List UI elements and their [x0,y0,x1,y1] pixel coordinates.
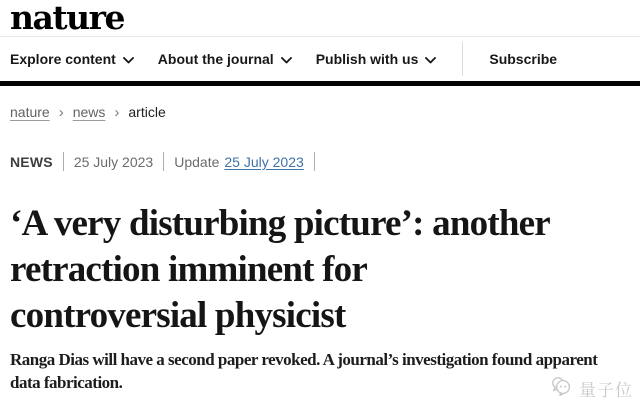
watermark-label: 量子位 [579,381,633,400]
update-date-link[interactable]: 25 July 2023 [224,153,304,170]
publish-date: 25 July 2023 [73,153,154,170]
nav-item-subscribe[interactable]: Subscribe [489,51,558,67]
nav-item-label: Explore content [10,51,116,67]
header-rule [0,81,640,86]
meta-divider [63,152,64,171]
article-meta [10,152,640,171]
standfirst-line: Ranga Dias will have a second paper revoked. A journal’s investigation found apparent [10,350,598,369]
breadcrumb-current-article: article [128,104,166,120]
breadcrumb-link-nature[interactable]: nature [10,104,50,120]
breadcrumb [10,104,640,120]
nav-item-about-the-journal[interactable] [158,51,292,67]
nav-item-label: About the journal [157,51,274,67]
headline-line: ‘A very disturbing picture’: another [10,203,550,244]
meta-divider [314,152,315,171]
chevron-down-icon [123,57,134,64]
qbitai-watermark [550,375,633,402]
nav-item-label: Publish with us [315,51,419,67]
nature-logo[interactable]: nature [10,0,124,37]
nav-item-publish-with-us[interactable] [316,51,437,67]
meta-divider [163,152,164,171]
nav-item-explore-content[interactable] [10,51,134,67]
nav-divider [462,42,463,76]
breadcrumb-link-news[interactable]: news [72,104,106,120]
breadcrumb-separator-icon: › [114,104,120,121]
headline-line: retraction imminent for [10,249,367,290]
masthead [0,0,640,37]
article-type-label: NEWS [10,153,53,170]
qbitai-logo-icon [550,375,576,402]
article-standfirst [10,348,640,394]
article-headline [10,201,630,339]
chevron-down-icon [425,57,436,64]
standfirst-line: data fabrication. [10,373,123,392]
main-nav [0,37,640,81]
breadcrumb-separator-icon: › [58,104,64,121]
headline-line: controversial physicist [10,295,346,336]
update-label: Update [174,153,220,170]
chevron-down-icon [281,57,292,64]
